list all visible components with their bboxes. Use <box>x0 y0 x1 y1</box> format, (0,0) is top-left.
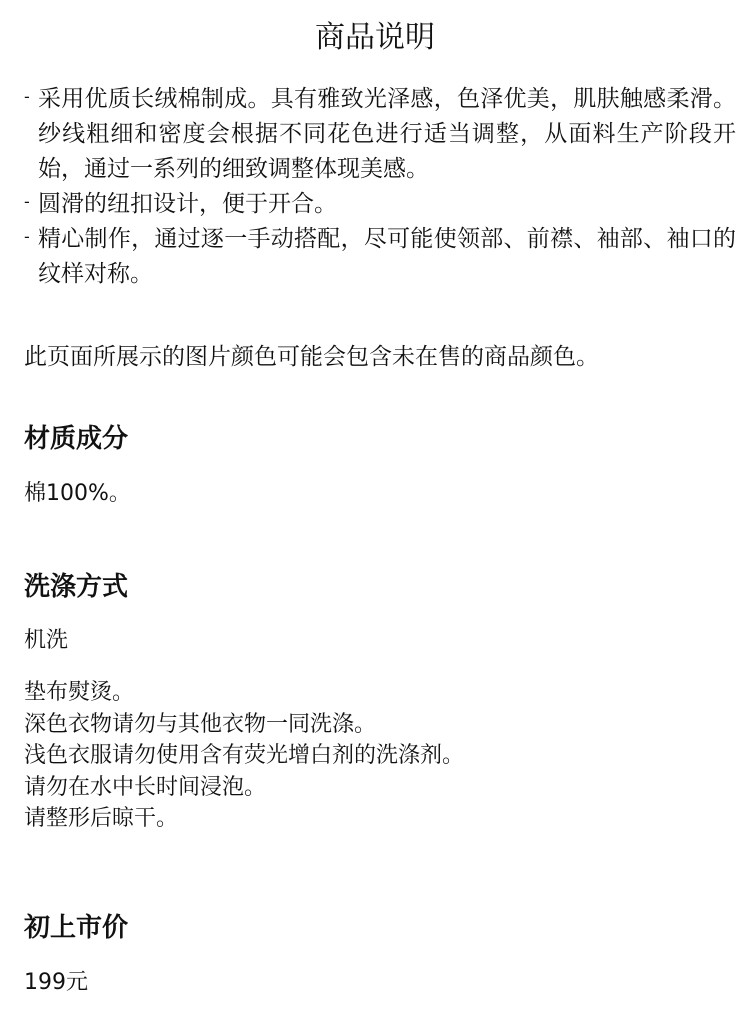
color-disclaimer: 此页面所展示的图片颜色可能会包含未在售的商品颜色。 <box>24 344 599 370</box>
feature-item <box>24 222 736 292</box>
bullet-marker: - <box>24 192 30 211</box>
feature-list <box>24 82 736 292</box>
feature-item <box>24 187 736 222</box>
price-heading: 初上市价 <box>24 913 129 943</box>
feature-item <box>24 82 736 187</box>
material-value: 棉100%。 <box>24 481 131 506</box>
feature-text: 圆滑的纽扣设计，便于开合。 <box>38 191 337 217</box>
feature-text: 采用优质长绒棉制成。具有雅致光泽感，色泽优美，肌肤触感柔滑。纱线粗细和密度会根据不同花色进行适当调整，从面料生产阶段开始，通过一系列的细致调整体现美感。 <box>38 86 736 182</box>
material-heading: 材质成分 <box>24 424 129 454</box>
bullet-marker: - <box>24 227 30 246</box>
care-instruction: 浅色衣服请勿使用含有荧光增白剂的洗涤剂。 <box>24 743 465 768</box>
feature-text: 精心制作，通过逐一手动搭配，尽可能使领部、前襟、袖部、袖口的纹样对称。 <box>38 226 736 287</box>
bullet-marker: - <box>24 87 30 106</box>
care-instruction: 垫布熨烫。 <box>24 680 135 705</box>
care-instruction: 请勿在水中长时间浸泡。 <box>24 774 267 800</box>
care-heading: 洗涤方式 <box>24 572 129 602</box>
care-instructions <box>24 677 464 835</box>
price-value: 199元 <box>24 970 88 995</box>
care-instruction: 深色衣物请勿与其他衣物一同洗涤。 <box>24 711 377 737</box>
care-instruction: 请整形后晾干。 <box>24 806 179 831</box>
care-method: 机洗 <box>24 628 69 653</box>
page-title: 商品说明 <box>315 20 435 55</box>
